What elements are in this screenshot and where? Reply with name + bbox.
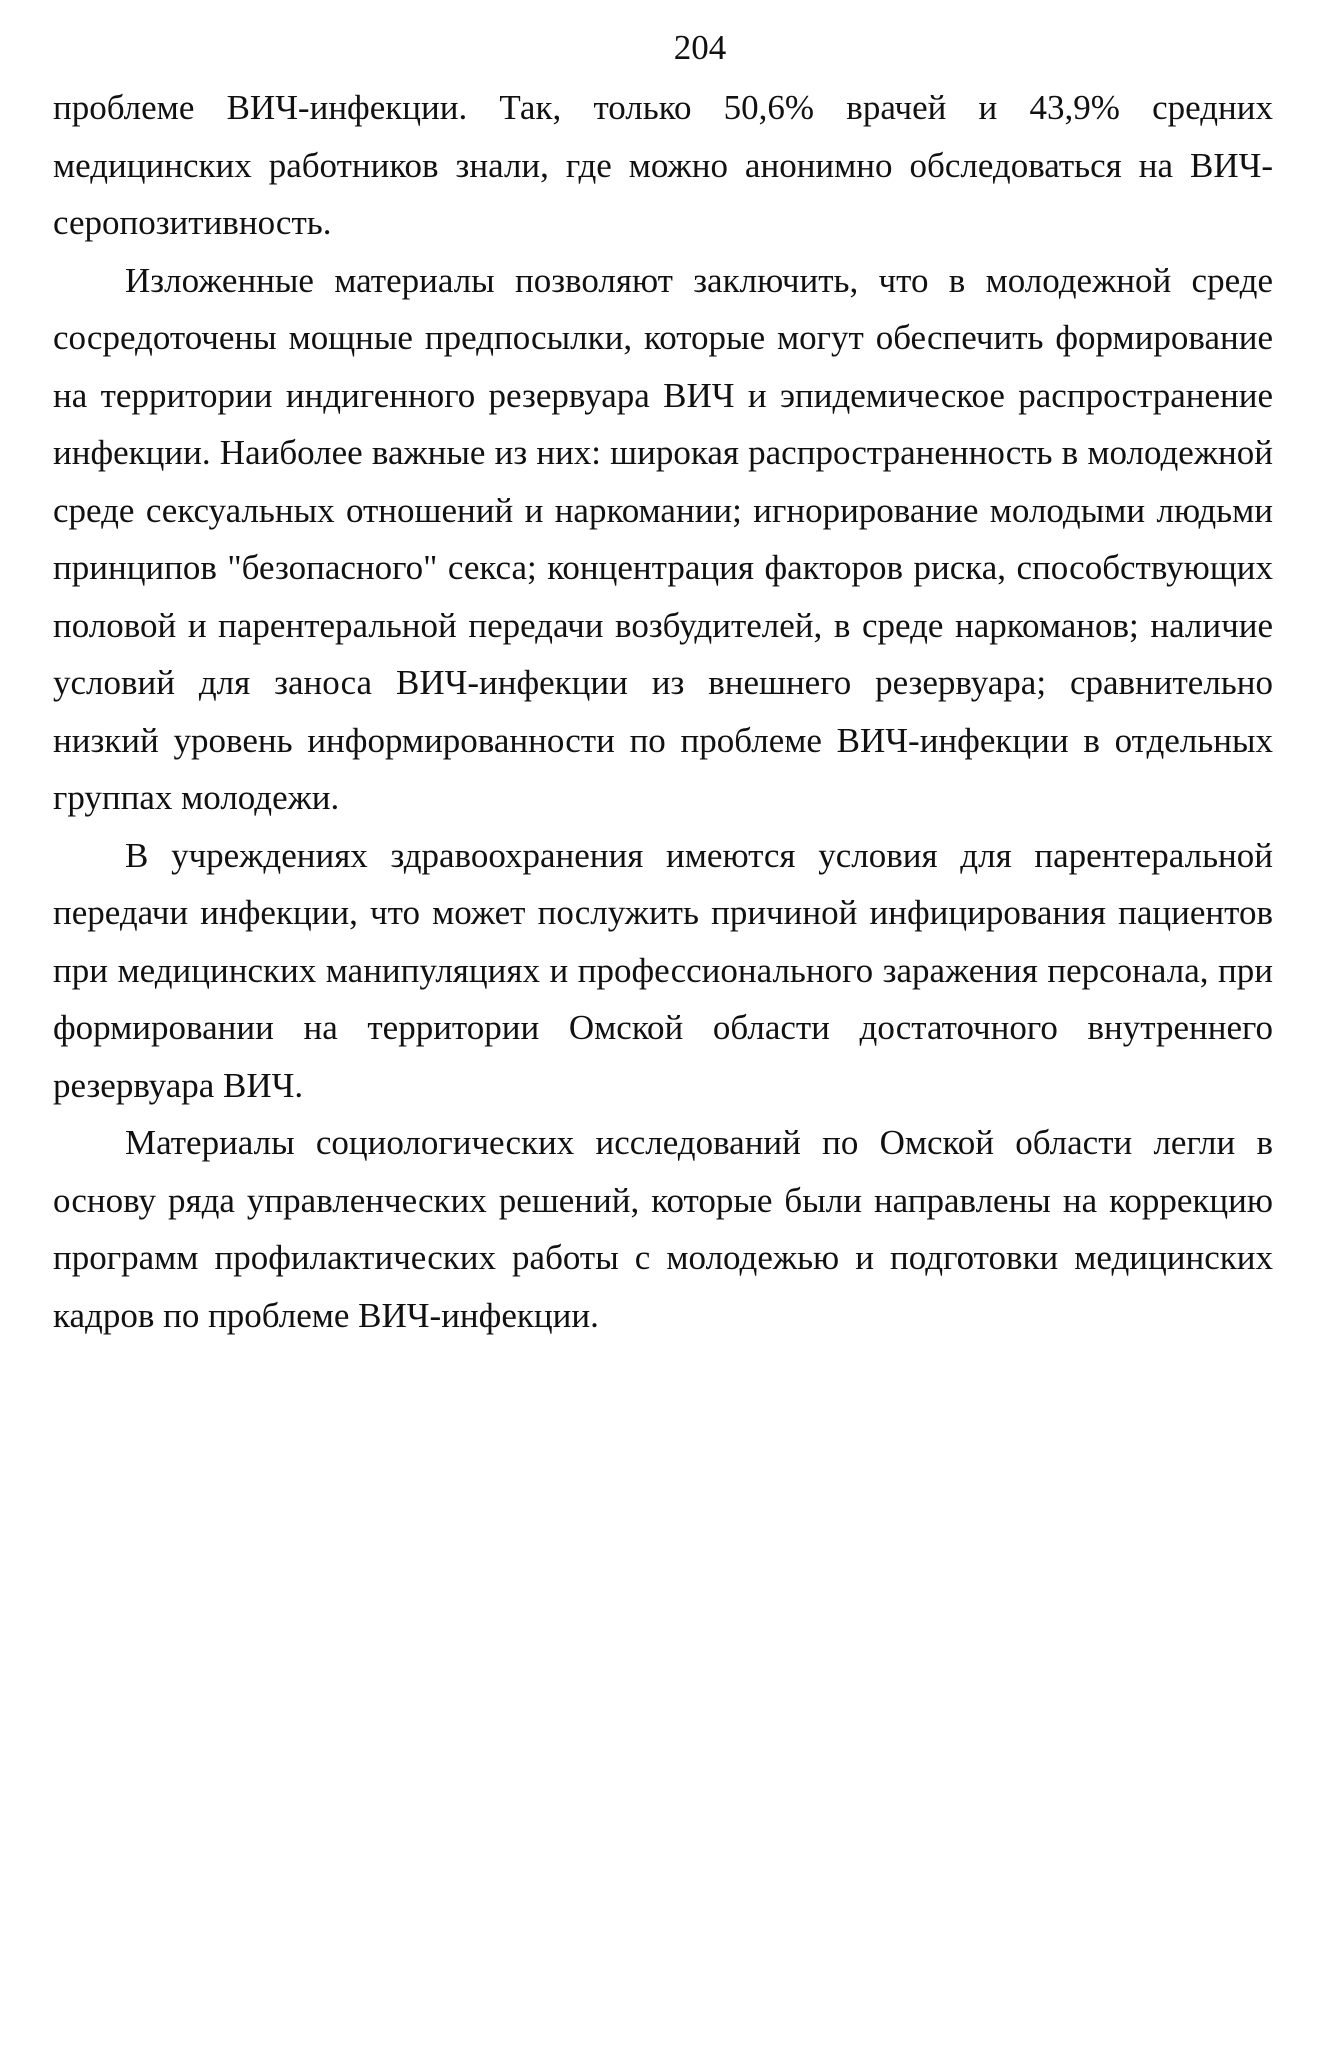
- paragraph-healthcare: В учреждениях здравоохранения имеются условия для парентеральной передачи инфекции, что может послужить причиной инфицирования пациентов при медицинских манипуляциях и профессионального заражения персонала, при формировании на территории Омской области достаточного внутреннего резервуара ВИЧ.: [53, 835, 1273, 1105]
- paragraph-continuation: проблеме ВИЧ-инфекции. Так, только 50,6% врачей и 43,9% средних медицинских работников знали, где можно анонимно обследоваться на ВИЧ-серопозитивность.: [53, 88, 1273, 242]
- paragraph-conclusion: Изложенные материалы позволяют заключить, что в молодежной среде сосредоточены мощные предпосылки, которые могут обеспечить формирование на территории индигенного резервуара ВИЧ и эпидемическое распространение инфекции. Наиболее важные из них: широкая распространенность в молодежной среде сексуальных отношений и наркомании; игнорирование молодыми людьми принципов "безопасного" секса; концентрация факторов риска, способствующих половой и парентеральной передачи возбудителей, в среде наркоманов; наличие условий для заноса ВИЧ-инфекции из внешнего резервуара; сравнительно низкий уровень информированности по проблеме ВИЧ-инфекции в отдельных группах молодежи.: [53, 260, 1273, 817]
- paragraph-materials: Материалы социологических исследований по Омской области легли в основу ряда управленческих решений, которые были направлены на коррекцию программ профилактических работы с молодежью и подготовки медицинских кадров по проблеме ВИЧ-инфекции.: [53, 1123, 1273, 1335]
- page-number: 204: [673, 28, 727, 67]
- body-text: [53, 79, 1273, 1344]
